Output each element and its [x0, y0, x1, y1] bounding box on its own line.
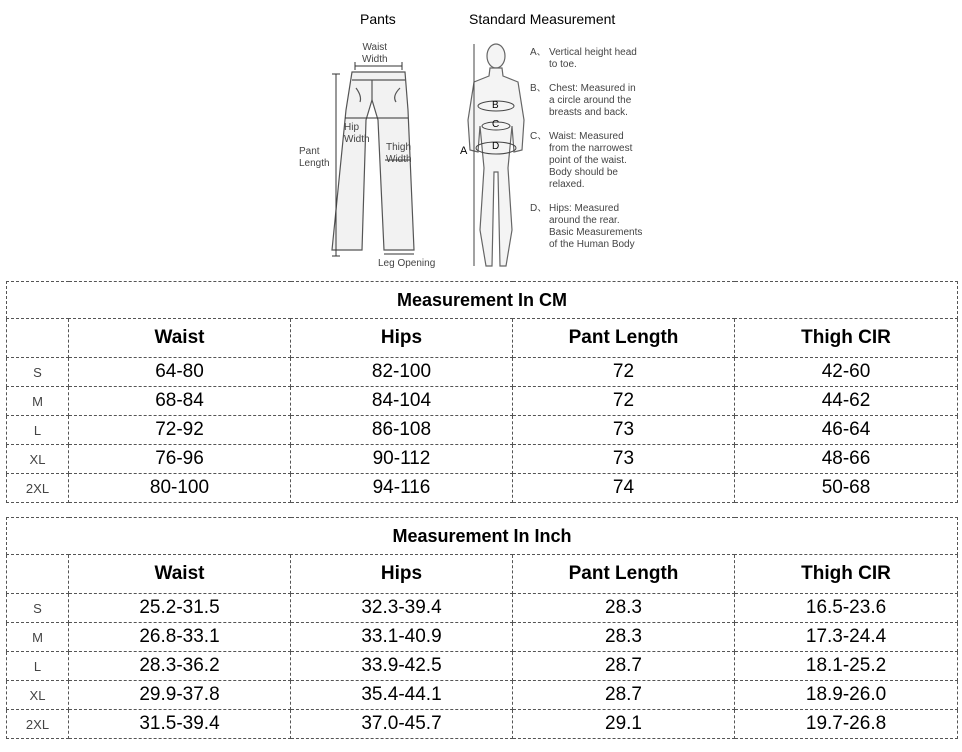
table-title: Measurement In CM — [7, 282, 958, 319]
data-cell: 28.7 — [513, 681, 735, 710]
data-cell: 84-104 — [291, 387, 513, 416]
data-cell: 73 — [513, 416, 735, 445]
table-row — [7, 358, 958, 387]
note-d-text: Hips: Measured around the rear. Basic Measurements of the Human Body — [549, 203, 643, 250]
waist-width-label: Waist Width — [362, 42, 388, 65]
table-row — [7, 594, 958, 623]
data-cell: 19.7-26.8 — [735, 710, 958, 739]
table-row — [7, 681, 958, 710]
body-illustration — [468, 44, 524, 266]
table-row — [7, 652, 958, 681]
data-cell: 94-116 — [291, 474, 513, 503]
header-cell — [7, 319, 69, 358]
header-cell: Hips — [291, 555, 513, 594]
size-cell: 2XL — [7, 710, 69, 739]
data-cell: 17.3-24.4 — [735, 623, 958, 652]
data-cell: 90-112 — [291, 445, 513, 474]
data-cell: 28.7 — [513, 652, 735, 681]
note-b-text: Chest: Measured in a circle around the breasts and back. — [549, 83, 636, 118]
note-a-text: Vertical height head to toe. — [549, 47, 637, 70]
header-cell: Thigh CIR — [735, 319, 958, 358]
table-row — [7, 710, 958, 739]
data-cell: 18.1-25.2 — [735, 652, 958, 681]
data-cell: 72 — [513, 387, 735, 416]
note-c-letter: C、 — [530, 131, 548, 142]
pants-title: Pants — [360, 11, 396, 27]
data-cell: 82-100 — [291, 358, 513, 387]
thigh-width-label: Thigh Width — [386, 142, 412, 165]
pant-length-label: Pant Length — [299, 146, 330, 169]
header-cell: Hips — [291, 319, 513, 358]
table-row — [7, 445, 958, 474]
data-cell: 44-62 — [735, 387, 958, 416]
data-cell: 48-66 — [735, 445, 958, 474]
leg-opening-label: Leg Opening — [378, 258, 436, 269]
inch-size-table — [6, 517, 958, 739]
data-cell: 64-80 — [69, 358, 291, 387]
data-cell: 26.8-33.1 — [69, 623, 291, 652]
data-cell: 29.9-37.8 — [69, 681, 291, 710]
size-cell: L — [7, 416, 69, 445]
table-row — [7, 474, 958, 503]
body-label-b: B — [492, 100, 499, 111]
header-cell: Pant Length — [513, 319, 735, 358]
header-cell: Waist — [69, 319, 291, 358]
body-label-a: A — [460, 145, 468, 157]
header-cell: Pant Length — [513, 555, 735, 594]
size-cell: XL — [7, 445, 69, 474]
data-cell: 32.3-39.4 — [291, 594, 513, 623]
data-cell: 28.3 — [513, 594, 735, 623]
data-cell: 80-100 — [69, 474, 291, 503]
data-cell: 33.1-40.9 — [291, 623, 513, 652]
table-row — [7, 416, 958, 445]
data-cell: 86-108 — [291, 416, 513, 445]
hip-width-label: Hip Width — [344, 122, 370, 145]
data-cell: 18.9-26.0 — [735, 681, 958, 710]
data-cell: 74 — [513, 474, 735, 503]
data-cell: 29.1 — [513, 710, 735, 739]
standard-measurement-title: Standard Measurement — [469, 11, 616, 27]
table-row — [7, 623, 958, 652]
body-label-d: D — [492, 141, 500, 152]
diagram-drawing — [0, 0, 962, 280]
note-b-letter: B、 — [530, 83, 547, 94]
note-a-letter: A、 — [530, 47, 547, 58]
table-title: Measurement In Inch — [7, 518, 958, 555]
data-cell: 16.5-23.6 — [735, 594, 958, 623]
data-cell: 46-64 — [735, 416, 958, 445]
size-cell: 2XL — [7, 474, 69, 503]
header-cell: Waist — [69, 555, 291, 594]
data-cell: 72 — [513, 358, 735, 387]
data-cell: 50-68 — [735, 474, 958, 503]
size-cell: L — [7, 652, 69, 681]
measurement-diagram — [0, 0, 962, 280]
body-label-c: C — [492, 119, 500, 130]
size-cell: S — [7, 358, 69, 387]
data-cell: 76-96 — [69, 445, 291, 474]
note-d-letter: D、 — [530, 203, 548, 214]
data-cell: 42-60 — [735, 358, 958, 387]
data-cell: 31.5-39.4 — [69, 710, 291, 739]
data-cell: 35.4-44.1 — [291, 681, 513, 710]
data-cell: 28.3-36.2 — [69, 652, 291, 681]
data-cell: 72-92 — [69, 416, 291, 445]
data-cell: 73 — [513, 445, 735, 474]
header-cell: Thigh CIR — [735, 555, 958, 594]
size-cell: S — [7, 594, 69, 623]
header-cell — [7, 555, 69, 594]
data-cell: 25.2-31.5 — [69, 594, 291, 623]
data-cell: 33.9-42.5 — [291, 652, 513, 681]
data-cell: 37.0-45.7 — [291, 710, 513, 739]
table-row — [7, 387, 958, 416]
size-cell: XL — [7, 681, 69, 710]
data-cell: 68-84 — [69, 387, 291, 416]
size-cell: M — [7, 623, 69, 652]
note-c-text: Waist: Measured from the narrowest point of the waist. Body should be relaxed. — [549, 131, 633, 190]
data-cell: 28.3 — [513, 623, 735, 652]
cm-size-table — [6, 281, 958, 503]
size-cell: M — [7, 387, 69, 416]
